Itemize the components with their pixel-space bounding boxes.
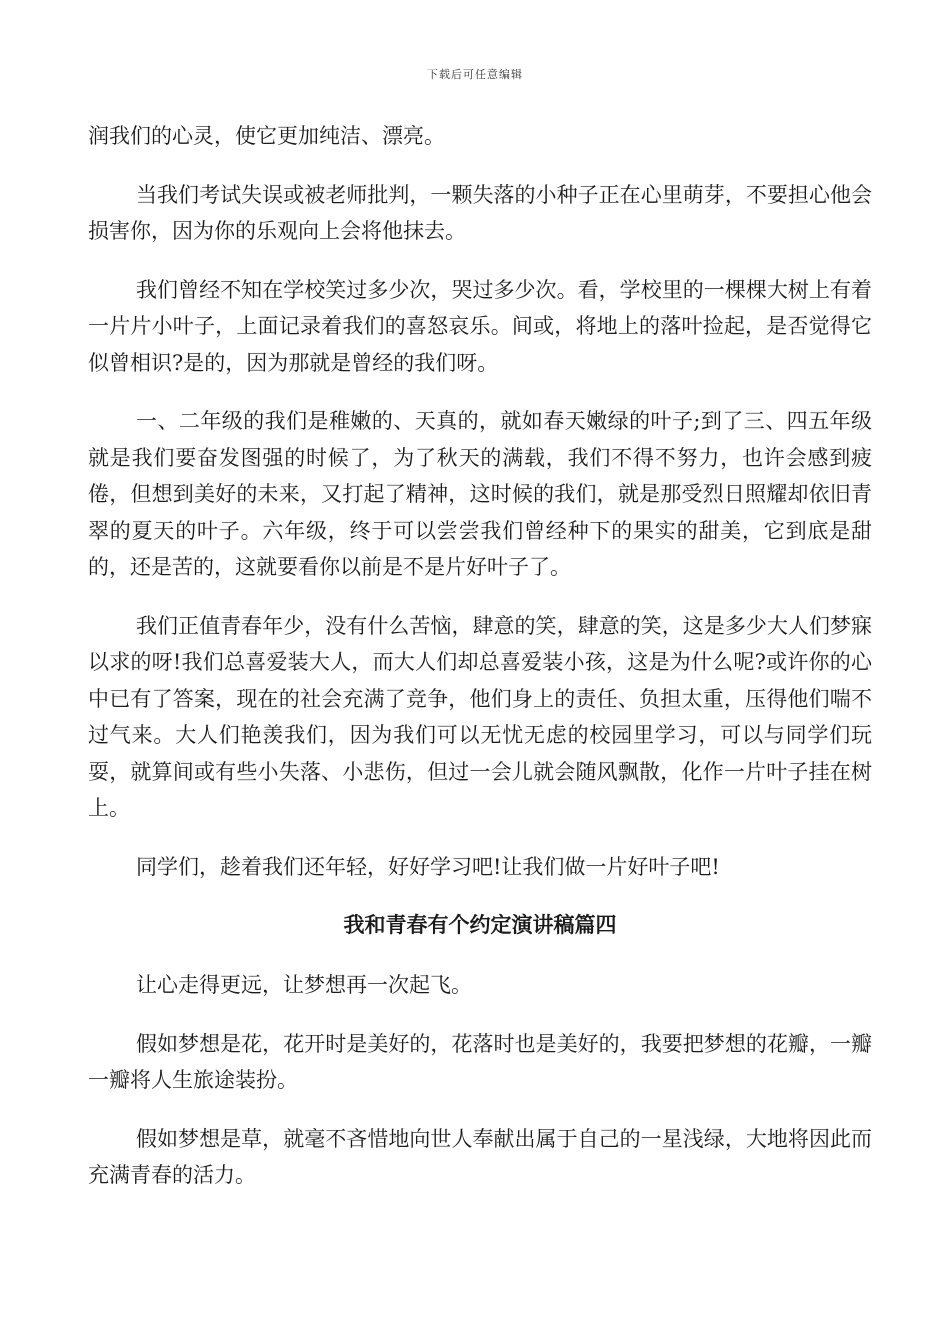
paragraph: 让心走得更远，让梦想再一次起飞。 — [136, 973, 472, 997]
paragraph-continuation: 润我们的心灵，使它更加纯洁、漂亮。 — [88, 124, 445, 148]
paragraph: 一、二年级的我们是稚嫩的、天真的，就如春天嫩绿的叶子;到了三、四五年级就是我们要奋发图强的时候了，为了秋天的满载，我们不得不努力，也许会感到疲倦，但想到美好的未来，又打起了精神，这时候的我们，就是那受烈日照耀却依旧青翠的夏天的叶子。六年级，终于可以尝尝我们曾经种下的果实的甜美，它到底是甜的，还是苦的，这就要看你以前是不是片好叶子了。 — [88, 409, 872, 579]
paragraph: 我们曾经不知在学校笑过多少次，哭过多少次。看，学校里的一棵棵大树上有着一片片小叶子，上面记录着我们的喜怒哀乐。间或，将地上的落叶捡起，是否觉得它似曾相识?是的，因为那就是曾经的我们呀。 — [88, 277, 872, 375]
paragraph: 当我们考试失误或被老师批判，一颗失落的小种子正在心里萌芽，不要担心他会损害你，因为你的乐观向上会将他抹去。 — [88, 182, 872, 243]
paragraph: 假如梦想是花，花开时是美好的，花落时也是美好的，我要把梦想的花瓣，一瓣一瓣将人生旅途装扮。 — [88, 1031, 872, 1092]
paragraph: 同学们，趁着我们还年轻，好好学习吧!让我们做一片好叶子吧! — [136, 854, 720, 879]
page-header-note: 下载后可任意编辑 — [427, 68, 523, 81]
paragraph: 假如梦想是草，就毫不吝惜地向世人奉献出属于自己的一星浅绿，大地将因此而充满青春的活力。 — [88, 1126, 872, 1187]
document-body — [88, 118, 872, 1216]
paragraph: 我们正值青春年少，没有什么苦恼，肆意的笑，肆意的笑，这是多少大人们梦寐以求的呀!我们总喜爱装大人，而大人们却总喜爱装小孩，这是为什么呢?或许你的心中已有了答案，现在的社会充满了竞争，他们身上的责任、负担太重，压得他们喘不过气来。大人们艳羡我们，因为我们可以无忧无虑的校园里学习，可以与同学们玩耍，就算间或有些小失落、小悲伤，但过一会儿就会随风飘散，化作一片叶子挂在树上。 — [88, 613, 872, 820]
section-title: 我和青春有个约定演讲稿篇四 — [343, 913, 617, 937]
